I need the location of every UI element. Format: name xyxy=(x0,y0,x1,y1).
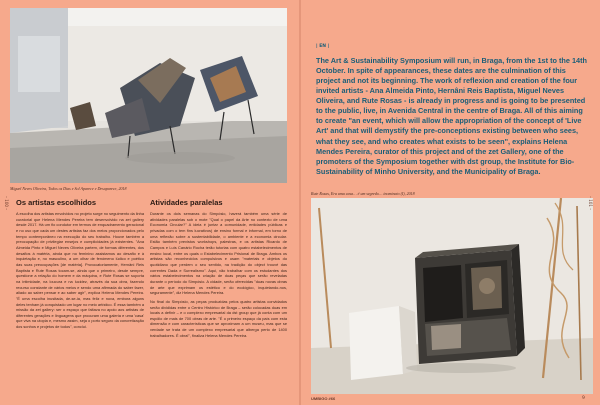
left-photo-caption: Miguel Neves Oliveira, Todos os Dias e Sol Aparece e Desaparece, 2018 xyxy=(10,186,127,191)
gallery-photo-left xyxy=(10,8,287,183)
article-column-2 xyxy=(150,198,287,341)
page-number: 9 xyxy=(582,396,585,401)
english-summary-text: The Art & Sustainability Symposium will run, in Braga, from the 1st to the 14th October. In spite of appearances, these dates are the culmination of this project and not its beginning. The work of reflexion and creation of the four invited artists - Ana Almeida Pinto, Hernâni Reis Baptista, Miguel Neves Oliveira, and Rute Rosas - is already in progress and is going to be presented to the public, live, in Avenida Central in the centre of Braga. All of this aiming to create "an event, which will allow the appropriation of the concept of 'Live Art' and that will demystify the pre-conceptions existing between who sees, what they see, and who creates what exists to be seen", explains Helena Mendes Pereira, curator of this project and of the zet Gallery, one of the promoters of the Symposium together with dst group, the Institute for Bio-Sustainability of Minho University, and the Municipality of Braga. xyxy=(316,56,587,176)
magazine-brand: UMBIGO #66 xyxy=(311,396,336,401)
section-heading-activities: Atividades paralelas xyxy=(150,198,223,207)
left-folio: – 100 – xyxy=(4,196,9,211)
cabinet-artwork-image xyxy=(311,198,593,394)
column-2-paragraph: Durante os dois semanas do Simpósio, haverá também uma série de atividades paralelas sob o mote "Qual o papel da Arte no contexto de uma Economia Circular?" A ideia é juntar a comunidade, entidades públicas e privadas com o tem fins lucrativos) de ensino formal e informal, em torno de uma reflexão sobre a sustentabilidade, o ambiente e a economia circular. Estão também previstos workshops, palestras, e os artistas Ricardo de Campos e Luís Canário Rocha terão tutorias com quatro estabelecimentos de ensino local, entre os quais o Estabelecimento Prisional de Braga. Ambos os artistas são reconhecidos compulsivos e usam "materiais e objetos do quotidiano que perdem o seu sentido, na tradição do object trouvé das correntes Dada e Surrealismo". Aqui, vão trabalhar com os estudantes dos vários estabelecimentos na criação de duas peças que serão reveladas durante o período do Simpósio. A cidade, serão oferecidas "duas novas obras de arte que exprimam os estético e do ecológico, inquietando-nos, seguramente", diz Helena Mendes Pereira. xyxy=(150,211,287,296)
english-section-tag: | EN | xyxy=(316,44,330,49)
right-folio: – 101 – xyxy=(588,196,593,211)
column-1-paragraph: A escolha dos artistas envolvidos no projeto surge no seguimento da linha curatorial que Helena Mendes Pereira tem desenvolvido na zet gallery desde 2017. Há um fio condutor em termos de enquadramento geracional e no uso que cada um destes artistas faz dos meios proporcionados pelo tempo contemporâneo na execução do seu trabalho. Houve também a preocupação de privilegiar ensejos e cumplicidades já existentes. "Ana Almeida Pinto e Miguel Neves Oliveira partem, de formas diferentes, dos desafios à matéria, ainda que no feminino assistamos ao desafio e à inquietação e, no masculino, a um olhar de fenómeno lúdico e poético das suas preocupações [de matéria]. Provocatoriamente, Hernâni Reis Baptista e Rute Rosas tocam-se, ainda que o primeiro, desde sempre, questione a relação do homem e da máquina, e Rute Rosas se suporta na intimidade, na loucura e na lucidez, através da sua obra, fazendo recurso constante de vários meios e sendo uma afirmada do saber fazer, aliado ao saber pensar e ao saber agir", explica Helena Mendes Pereira. "É uma escolha inusitada, de-se-ia, mas feliz e nova, embora alguns deles tenham já conquistado um lugar no meio artístico. É essa também a missão da zet gallery: ser o espaço que faltava no apoio aos artistas de diferentes gerações e linguagens que procuram uma galeria e uma 'casa' que viva na utopia e, mesmo assim, seja o porto seguro da concretização dos sonhos e projetos de todos", conclui. xyxy=(16,211,144,330)
section-heading-artists: Os artistas escolhidos xyxy=(16,198,97,207)
right-photo-caption: Rute Rosas, Era uma casa… é um segredo… inominato (I), 2018 xyxy=(311,191,415,196)
installation-artwork-image xyxy=(10,8,287,183)
gallery-photo-right xyxy=(311,198,593,394)
column-2-paragraph: No final do Simpósio, as peças produzidas pelos quatro artistas convidados serão divididas entre o Centro Histórico de Braga – serão colocadas duas em locais a definir – e o complexo empresarial da dst group que já conta com um espólio de mais de 700 obras de arte. "É o primeiro espaço da país com esta dimensão e com características que se aproximam a um museu, mas que se verdade se trata de um complexo empresarial que alberga perto de 1400 trabalhadores. É obra!", finaliza Helena Mendes Pereira. xyxy=(150,298,287,338)
article-column-1 xyxy=(16,198,144,333)
page-gutter xyxy=(299,0,301,405)
